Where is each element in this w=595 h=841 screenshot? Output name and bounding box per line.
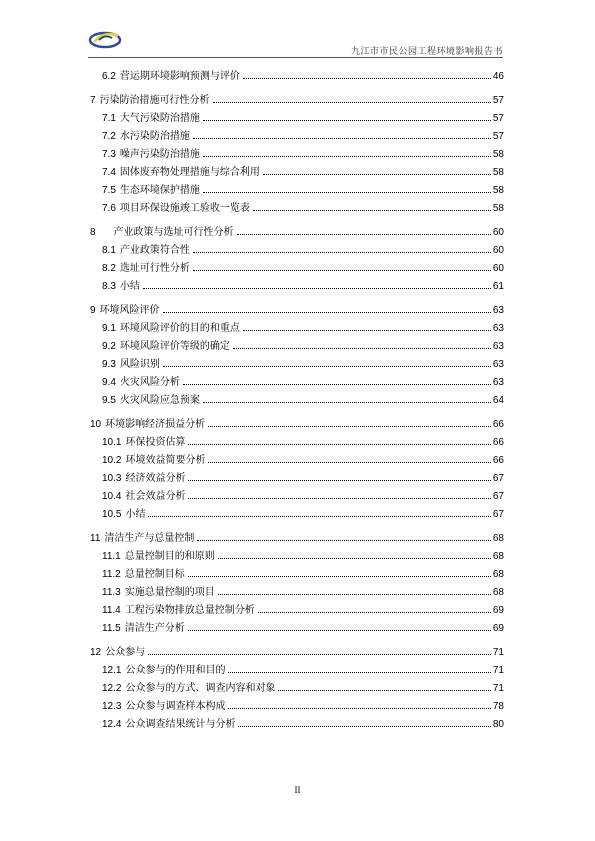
toc-dot-leader [203, 401, 491, 403]
toc-entry-title: 实施总量控制的项目 [124, 587, 215, 598]
toc-entry-title: 环境风险评价 [99, 305, 160, 316]
toc-entry-title: 环境影响经济损益分析 [105, 419, 206, 430]
toc-dot-leader [188, 575, 491, 577]
toc-entry-number: 12 [90, 647, 102, 658]
toc-dot-leader [218, 593, 491, 595]
toc-entry-number: 11.3 [102, 587, 121, 598]
toc-entry[interactable] [90, 682, 504, 700]
toc-entry-page: 63 [492, 359, 504, 370]
toc-entry[interactable] [90, 604, 504, 622]
toc-entry-title: 清洁生产与总量控制 [104, 533, 195, 544]
toc-entry-number: 8 [90, 227, 96, 238]
toc-entry[interactable] [90, 568, 504, 586]
toc-entry[interactable] [90, 148, 504, 166]
toc-entry-title: 社会效益分析 [125, 491, 186, 502]
toc-entry-page: 68 [492, 533, 504, 544]
toc-dot-leader [148, 653, 491, 655]
toc-entry-page: 68 [492, 551, 504, 562]
toc-entry-title: 经济效益分析 [125, 473, 186, 484]
toc-entry-page: 58 [492, 185, 504, 196]
toc-entry-title: 公众调查结果统计与分析 [125, 719, 236, 730]
toc-dot-leader [278, 689, 490, 691]
toc-dot-leader [197, 539, 490, 541]
toc-entry-number: 8.2 [102, 263, 116, 274]
toc-entry-page: 80 [492, 719, 504, 730]
toc-dot-leader [148, 515, 490, 517]
toc-entry[interactable] [90, 532, 504, 550]
toc-entry-number: 10.1 [102, 437, 122, 448]
toc-dot-leader [188, 629, 491, 631]
toc-entry-page: 71 [492, 665, 504, 676]
toc-dot-leader [203, 119, 491, 121]
toc-entry-number: 8.1 [102, 245, 116, 256]
toc-entry[interactable] [90, 322, 504, 340]
toc-entry-page: 57 [492, 131, 504, 142]
toc-entry-number: 11.5 [102, 623, 121, 634]
toc-dot-leader [213, 101, 491, 103]
toc-dot-leader [183, 383, 491, 385]
toc-entry-title: 营运期环境影响预测与评价 [119, 71, 240, 82]
toc-entry-number: 10.5 [102, 509, 122, 520]
toc-dot-leader [193, 251, 491, 253]
toc-entry-title: 清洁生产分析 [124, 623, 185, 634]
toc-dot-leader [228, 671, 490, 673]
toc-entry-title: 大气污染防治措施 [119, 113, 200, 124]
toc-entry-title: 水污染防治措施 [119, 131, 190, 142]
toc-entry-page: 58 [492, 203, 504, 214]
toc-entry-title: 选址可行性分析 [119, 263, 190, 274]
toc-entry-number: 11.1 [102, 551, 121, 562]
toc-entry-page: 66 [492, 437, 504, 448]
toc-entry[interactable] [90, 472, 504, 490]
toc-entry-number: 10.4 [102, 491, 122, 502]
toc-entry-page: 64 [492, 395, 504, 406]
header-title: 九江市市民公园工程环境影响报告书 [350, 47, 503, 57]
toc-entry[interactable] [90, 646, 504, 664]
toc-dot-leader [143, 287, 491, 289]
toc-entry-title: 小结 [125, 509, 146, 520]
toc-entry[interactable] [90, 340, 504, 358]
toc-entry[interactable] [90, 226, 504, 244]
toc-entry[interactable] [90, 550, 504, 568]
toc-dot-leader [253, 209, 491, 211]
toc-entry-page: 67 [492, 473, 504, 484]
page-number: II [294, 785, 301, 795]
toc-entry-number: 7.2 [102, 131, 116, 142]
toc-dot-leader [233, 347, 491, 349]
toc-entry[interactable] [90, 718, 504, 736]
toc-entry[interactable] [90, 376, 504, 394]
toc-entry-number: 11.4 [102, 605, 121, 616]
toc-entry-title: 公众参与 [105, 647, 146, 658]
toc-entry-page: 66 [492, 455, 504, 466]
toc-entry-number: 10.3 [102, 473, 122, 484]
toc-entry-number: 7.1 [102, 113, 116, 124]
toc-entry-number: 12.2 [102, 683, 122, 694]
toc-entry-title: 环境风险评价等级的确定 [119, 341, 230, 352]
toc-dot-leader [238, 725, 490, 727]
toc-entry-number: 7.5 [102, 185, 116, 196]
toc-entry-number: 8.3 [102, 281, 116, 292]
toc-dot-leader [243, 329, 491, 331]
toc-entry-title: 环境风险评价的目的和重点 [119, 323, 240, 334]
toc-entry[interactable] [90, 622, 504, 640]
toc-entry-page: 60 [492, 263, 504, 274]
toc-entry-number: 11.2 [102, 569, 121, 580]
toc-entry-number: 9.1 [102, 323, 116, 334]
toc-entry-title: 环境效益简要分析 [125, 455, 206, 466]
toc-entry-title: 风险识别 [119, 359, 160, 370]
toc-dot-leader [193, 269, 491, 271]
toc-entry-page: 57 [492, 113, 504, 124]
toc-entry-page: 60 [492, 245, 504, 256]
toc-dot-leader [193, 137, 491, 139]
toc-dot-leader [208, 425, 491, 427]
toc-entry-page: 68 [492, 569, 504, 580]
toc-entry-title: 总量控制目的和原则 [124, 551, 215, 562]
table-of-contents [90, 70, 504, 736]
toc-dot-leader [163, 311, 491, 313]
toc-entry-page: 63 [492, 341, 504, 352]
toc-entry[interactable] [90, 262, 504, 280]
toc-entry-page: 68 [492, 587, 504, 598]
company-logo-icon [88, 28, 122, 50]
toc-entry-number: 9 [90, 305, 96, 316]
toc-entry[interactable] [90, 586, 504, 604]
toc-entry-page: 78 [492, 701, 504, 712]
toc-entry-page: 67 [492, 509, 504, 520]
toc-entry-page: 69 [492, 605, 504, 616]
toc-entry[interactable] [90, 112, 504, 130]
toc-dot-leader [188, 443, 490, 445]
toc-entry-title: 产业政策与选址可行性分析 [113, 227, 234, 238]
toc-entry-title: 火灾风险应急预案 [119, 395, 200, 406]
toc-entry-page: 63 [492, 377, 504, 388]
toc-entry[interactable] [90, 508, 504, 526]
toc-entry-page: 58 [492, 167, 504, 178]
toc-dot-leader [243, 77, 491, 79]
toc-dot-leader [258, 611, 491, 613]
toc-entry-number: 12.1 [102, 665, 122, 676]
toc-dot-leader [228, 707, 490, 709]
toc-entry-number: 12.3 [102, 701, 122, 712]
toc-entry-number: 7.3 [102, 149, 116, 160]
toc-entry-page: 57 [492, 95, 504, 106]
toc-entry-title: 污染防治措施可行性分析 [99, 95, 210, 106]
toc-entry-page: 60 [492, 227, 504, 238]
toc-entry-number: 9.2 [102, 341, 116, 352]
toc-entry-number: 11 [90, 533, 101, 544]
toc-entry[interactable] [90, 490, 504, 508]
toc-entry[interactable] [90, 94, 504, 112]
toc-entry-title: 火灾风险分析 [119, 377, 180, 388]
toc-entry[interactable] [90, 418, 504, 436]
toc-entry-title: 固体废弃物处理措施与综合利用 [119, 167, 260, 178]
toc-entry-page: 67 [492, 491, 504, 502]
toc-dot-leader [163, 365, 491, 367]
toc-entry-title: 生态环境保护措施 [119, 185, 200, 196]
toc-entry[interactable] [90, 202, 504, 220]
toc-entry[interactable] [90, 664, 504, 682]
toc-entry[interactable] [90, 280, 504, 298]
toc-entry-page: 63 [492, 323, 504, 334]
toc-entry-page: 58 [492, 149, 504, 160]
toc-dot-leader [263, 173, 491, 175]
toc-dot-leader [188, 479, 490, 481]
toc-entry-number: 9.4 [102, 377, 116, 388]
toc-entry-page: 66 [492, 419, 504, 430]
toc-entry-title: 公众参与的作用和目的 [125, 665, 226, 676]
toc-entry-title: 噪声污染防治措施 [119, 149, 200, 160]
toc-entry[interactable] [90, 130, 504, 148]
toc-dot-leader [203, 191, 491, 193]
toc-entry-number: 12.4 [102, 719, 122, 730]
toc-entry-number: 7 [90, 95, 96, 106]
toc-entry[interactable] [90, 304, 504, 322]
toc-entry-number: 7.6 [102, 203, 116, 214]
toc-entry-number: 10 [90, 419, 102, 430]
toc-entry-number: 6.2 [102, 71, 116, 82]
toc-entry-title: 项目环保设施竣工验收一览表 [119, 203, 250, 214]
toc-entry[interactable] [90, 184, 504, 202]
toc-entry-page: 61 [492, 281, 504, 292]
toc-entry-number: 9.5 [102, 395, 116, 406]
toc-entry-title: 工程污染物排放总量控制分析 [124, 605, 255, 616]
toc-entry-title: 产业政策符合性 [119, 245, 190, 256]
toc-dot-leader [208, 461, 490, 463]
toc-entry-title: 总量控制目标 [124, 569, 185, 580]
toc-entry-title: 公众参与调查样本构成 [125, 701, 226, 712]
toc-entry-page: 69 [492, 623, 504, 634]
toc-entry-page: 71 [492, 683, 504, 694]
toc-entry-page: 63 [492, 305, 504, 316]
toc-dot-leader [203, 155, 491, 157]
toc-entry[interactable] [90, 700, 504, 718]
toc-dot-leader [188, 497, 490, 499]
toc-entry-number: 7.4 [102, 167, 116, 178]
toc-entry-number: 10.2 [102, 455, 122, 466]
toc-entry-page: 46 [492, 71, 504, 82]
toc-entry[interactable] [90, 436, 504, 454]
toc-dot-leader [218, 557, 491, 559]
toc-entry-title: 公众参与的方式、调查内容和对象 [125, 683, 276, 694]
toc-entry-number: 9.3 [102, 359, 116, 370]
header-rule [88, 57, 503, 58]
toc-entry-title: 环保投资估算 [125, 437, 186, 448]
toc-entry[interactable] [90, 394, 504, 412]
toc-entry[interactable] [90, 358, 504, 376]
toc-entry-title: 小结 [119, 281, 140, 292]
toc-entry[interactable] [90, 166, 504, 184]
toc-entry-page: 71 [492, 647, 504, 658]
toc-entry[interactable] [90, 70, 504, 88]
toc-entry[interactable] [90, 244, 504, 262]
toc-dot-leader [237, 233, 491, 235]
toc-entry[interactable] [90, 454, 504, 472]
